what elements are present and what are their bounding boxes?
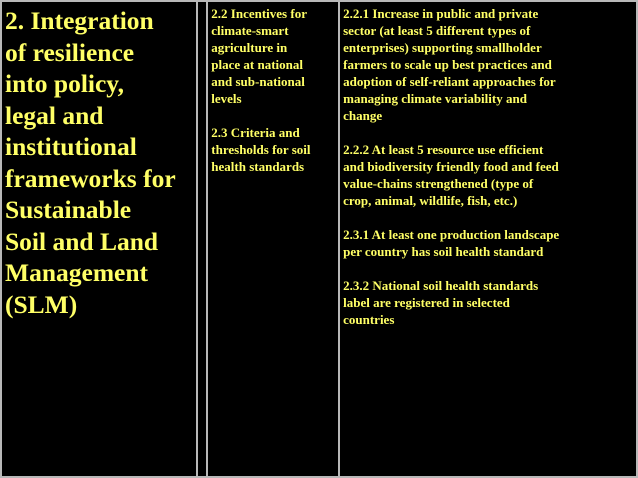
output-2-2: 2.2 Incentives for climate-smart agriculture in place at national and sub-national levels [211, 6, 307, 106]
spacer-cell [197, 1, 207, 477]
output-2-3: 2.3 Criteria and thresholds for soil health standards [211, 125, 311, 174]
outputs-cell [207, 1, 339, 477]
indicator-2-3-2: 2.3.2 National soil health standards label are registered in selected countries [343, 278, 539, 327]
indicator-2-2-1: 2.2.1 Increase in public and private sector (at least 5 different types of enterprises) supporting smallholder farmers to scale up best practices and adoption of self-reliant approaches for managing climate variability and change [343, 6, 556, 123]
indicators-cell [339, 1, 637, 477]
indicator-2-2-2: 2.2.2 At least 5 resource use efficient and biodiversity friendly food and feed value-chains strengthened (type of crop, animal, wildlife, fish, etc.) [343, 142, 559, 208]
indicator-2-3-1: 2.3.1 At least one production landscape per country has soil health standard [343, 227, 560, 259]
outcome-cell [1, 1, 197, 477]
outcome-heading: 2. Integration of resilience into policy, legal and institutional frameworks for Sustainable Soil and Land Management (SLM) [5, 6, 176, 319]
table-row [1, 1, 637, 477]
